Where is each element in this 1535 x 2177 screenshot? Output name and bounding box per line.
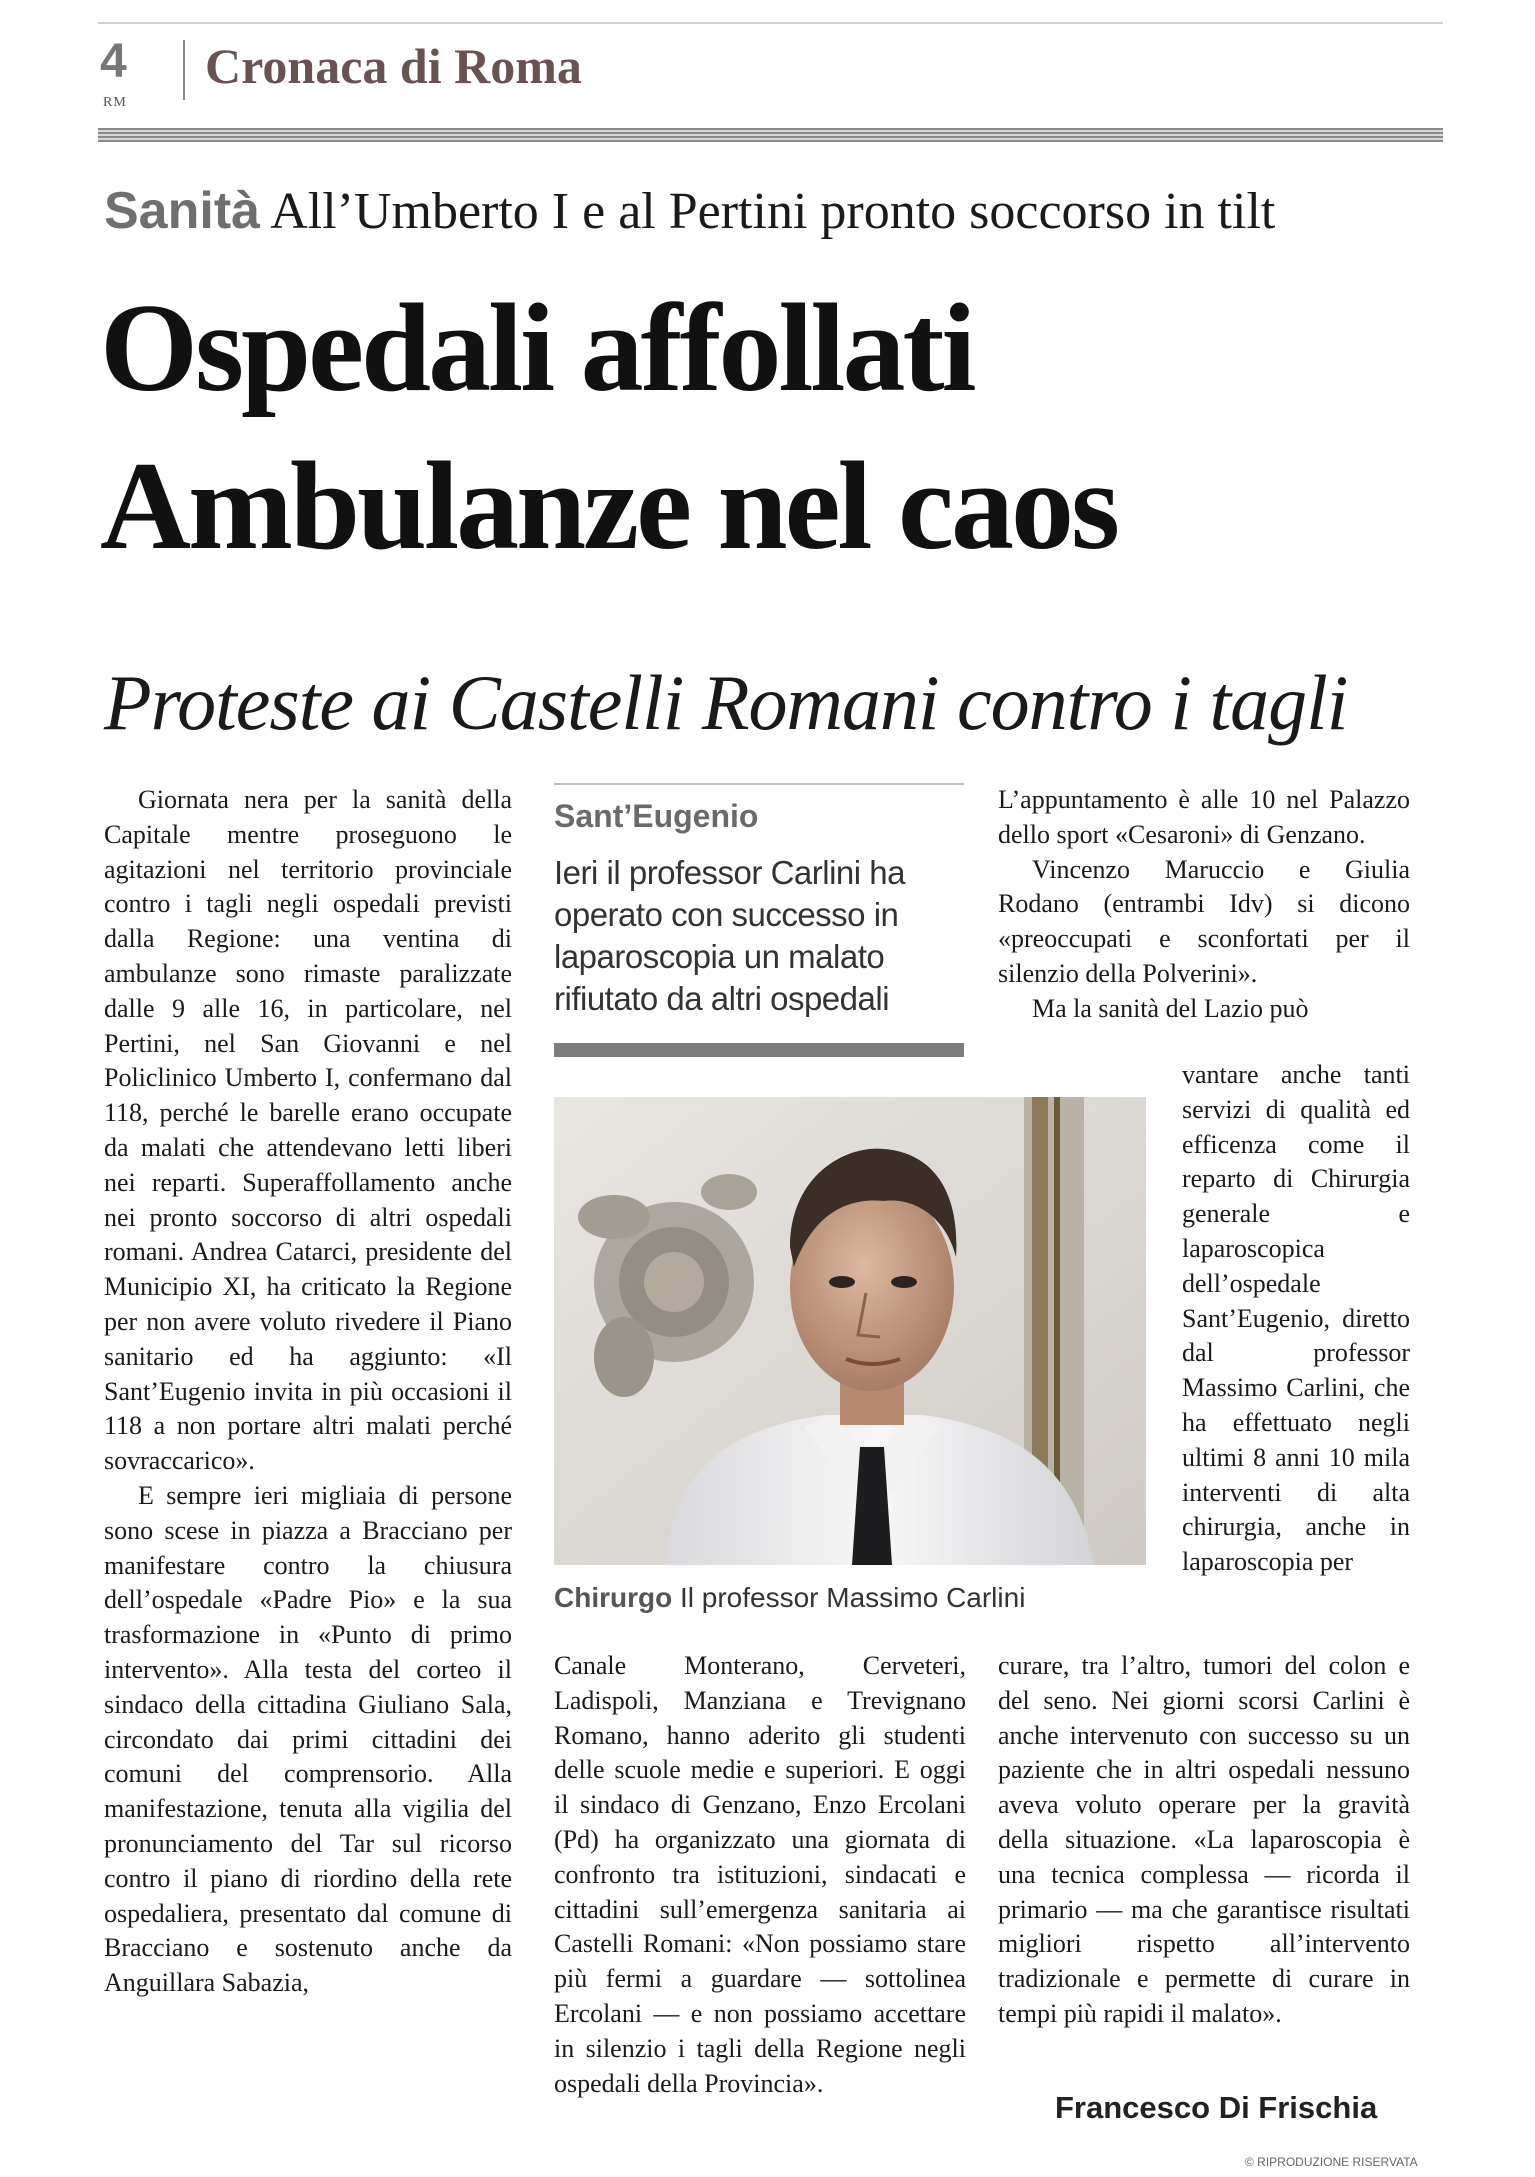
photo-caption xyxy=(554,1582,1025,1614)
article-paragraph: L’appuntamento è alle 10 nel Palazzo dello sport «Cesaroni» di Genzano. xyxy=(998,785,1410,849)
subhead: Proteste ai Castelli Romani contro i tagli xyxy=(104,659,1348,746)
top-rule xyxy=(98,22,1443,24)
article-paragraph: vantare anche tanti servizi di qualità ed efficenza come il reparto di Chirurgia generale e laparoscopica dell’ospedale Sant’Eugenio, diretto dal professor Massimo Carlini, che ha effettuato negli ultimi 8 anni 10 mila interventi di alta chirurgia, anche in laparoscopia per xyxy=(1182,1060,1410,1577)
portrait-photo xyxy=(554,1097,1146,1565)
article-paragraph: E sempre ieri migliaia di persone sono scese in piazza a Bracciano per manifestare contro la chiusura dell’ospedale «Padre Pio» e la sua trasformazione in «Punto di primo intervento». Alla testa del corteo il sindaco della cittadina Giuliano Sala, circondato dai primi cittadini dei comuni del comprensorio. Alla manifestazione, tenuta alla vigilia del pronunciamento del Tar sul ricorso contro il piano di riordino della rete ospedaliera, presentato dal comune di Bracciano e sostenuto anche da Anguillara Sabazia, xyxy=(104,1480,512,1998)
article-paragraph: Vincenzo Maruccio e Giulia Rodano (entrambi Idv) si dicono «preoccupati e sconfortati per il silenzio della Polverini». xyxy=(998,854,1410,988)
article-paragraph: Giornata nera per la sanità della Capitale mentre proseguono le agitazioni nel territorio provinciale contro i tagli negli ospedali previsti dalla Regione: una ventina di ambulanze sono rimaste paralizzate dalle 9 alle 16, in particolare, nel Pertini, nel San Giovanni e nel Policlinico Umberto I, confermano dal 118, perché le barelle erano occupate da malati che attendevano letti liberi nei reparti. Superaffollamento anche nei pronto soccorso di altri ospedali romani. Andrea Catarci, presidente del Municipio XI, ha criticato la Regione per non avere voluto rivedere il Piano sanitario ed ha aggiunto: «Il Sant’Eugenio invita in più occasioni il 118 a non portare altri malati perché sovraccarico». xyxy=(104,785,512,1476)
article-paragraph: curare, tra l’altro, tumori del colon e del seno. Nei giorni scorsi Carlini è anche intervenuto con successo su un paziente che in altri ospedali nessuno aveva voluto operare per la gravità della situazione. «La laparoscopia è una tecnica complessa — ricorda il primario — ma che garantisce risultati migliori rispetto all’intervento tradizionale e permette di curare in tempi più rapidi il malato». xyxy=(998,1651,1410,2028)
sidebar-bottom-bar xyxy=(554,1043,964,1057)
portrait-illustration xyxy=(554,1097,1146,1565)
headline-line-2: Ambulanze nel caos xyxy=(100,436,1117,576)
article-column-right-narrow xyxy=(1182,1058,1410,1580)
header-separator xyxy=(183,40,185,100)
sidebar-text: Ieri il professor Carlini ha operato con successo in laparoscopia un malato rifiutato da altri ospedali xyxy=(554,854,905,1017)
page-number: 4 xyxy=(100,35,127,88)
article-column-left xyxy=(104,783,512,2001)
headline-line-1: Ospedali affollati xyxy=(100,279,974,418)
sidebar-top-rule xyxy=(554,783,964,785)
article-paragraph: Ma la sanità del Lazio può xyxy=(1032,993,1309,1023)
copyright-notice: © RIPRODUZIONE RISERVATA xyxy=(1245,2155,1418,2169)
kicker-text: All’Umberto I e al Pertini pronto soccorso in tilt xyxy=(270,183,1276,240)
headline xyxy=(100,270,1117,585)
kicker-tag: Sanità xyxy=(104,182,261,240)
article-column-right-top xyxy=(998,783,1410,1027)
kicker xyxy=(104,180,1275,243)
edition-code: RM xyxy=(103,95,127,110)
section-title: Cronaca di Roma xyxy=(205,38,582,94)
sidebar-kicker: Sant’Eugenio xyxy=(554,798,759,834)
article-paragraph: Canale Monterano, Cerveteri, Ladispoli, Manziana e Trevignano Romano, hanno aderito gli studenti delle scuole medie e superiori. E oggi il sindaco di Genzano, Enzo Ercolani (Pd) ha organizzato una giornata di confronto tra istituzioni, sindacati e cittadini sull’emergenza sanitaria ai Castelli Romani: «Non possiamo stare più fermi a guardare — sottolinea Ercolani — e non possiamo accettare in silenzio i tagli della Regione negli ospedali della Provincia». xyxy=(554,1651,966,2098)
article-column-middle xyxy=(554,1649,966,2101)
caption-tag: Chirurgo xyxy=(554,1582,673,1613)
header-band xyxy=(98,128,1443,142)
caption-text: Il professor Massimo Carlini xyxy=(680,1582,1026,1613)
article-column-right-bottom xyxy=(998,1649,1410,2032)
byline: Francesco Di Frischia xyxy=(1055,2090,1378,2125)
